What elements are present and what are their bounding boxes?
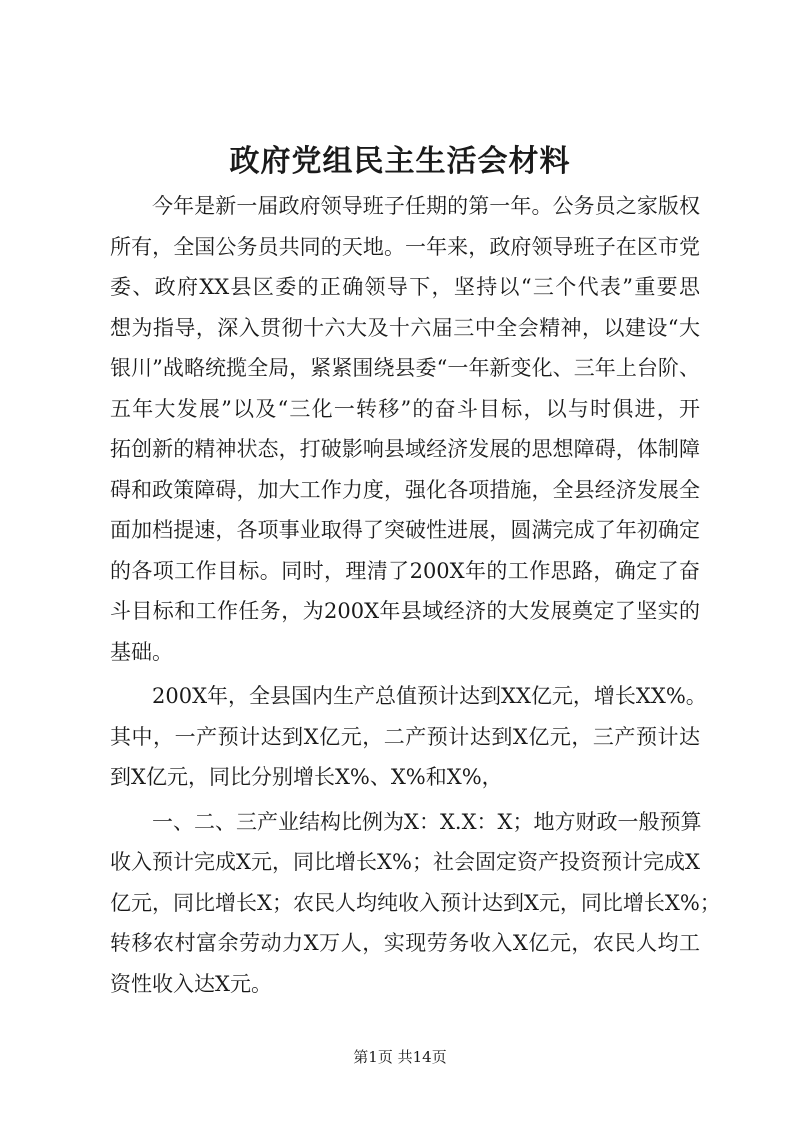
text-line: 今年是新一届政府领导班子任期的第一年。公务员之家版权 [152, 194, 700, 218]
text-line: 其中，一产预计达到X亿元，二产预计达到X亿元，三产预计达 [110, 724, 700, 749]
paragraph-1 [110, 186, 700, 672]
document-body [110, 186, 721, 1004]
page-number: 第1页 共14页 [353, 1048, 447, 1066]
text-line: 到X亿元，同比分别增长X%、X%和X%， [110, 765, 503, 789]
text-line: 所有，全国公务员共同的天地。一年来，政府领导班子在区市党 [110, 234, 700, 259]
text-line: 的各项工作目标。同时，理清了200X年的工作思路，确定了奋 [110, 558, 700, 583]
text-line: 想为指导，深入贯彻十六大及十六届三中全会精神，以建设“大 [110, 315, 700, 340]
text-line: 五年大发展”以及“三化一转移”的奋斗目标，以与时俱进，开 [110, 396, 700, 421]
text-line: 亿元，同比增长X；农民人均纯收入预计达到X元，同比增长X%； [110, 890, 721, 915]
text-line: 转移农村富余劳动力X万人，实现劳务收入X亿元，农民人均工 [110, 931, 700, 955]
text-line: 委、政府XX县区委的正确领导下，坚持以“三个代表”重要思 [110, 275, 700, 299]
text-line: 一、二、三产业结构比例为X：X.X：X；地方财政一般预算 [152, 809, 702, 834]
paragraph-2 [110, 676, 707, 798]
text-line: 资性收入达X元。 [110, 971, 272, 996]
text-line: 200X年，全县国内生产总值预计达到XX亿元，增长XX%。 [152, 684, 707, 708]
paragraph-3 [110, 802, 721, 1005]
document-title: 政府党组民主生活会材料 [229, 144, 571, 179]
text-line: 银川”战略统揽全局，紧紧围绕县委“一年新变化、三年上台阶、 [110, 356, 700, 380]
text-line: 拓创新的精神状态，打破影响县域经济发展的思想障碍，体制障 [110, 437, 700, 461]
text-line: 基础。 [110, 639, 173, 664]
text-line: 收入预计完成X元，同比增长X%；社会固定资产投资预计完成X [110, 850, 700, 874]
text-line: 碍和政策障碍，加大工作力度，强化各项措施，全县经济发展全 [110, 477, 700, 502]
text-line: 面加档提速，各项事业取得了突破性进展，圆满完成了年初确定 [110, 518, 700, 542]
text-line: 斗目标和工作任务，为200X年县域经济的大发展奠定了坚实的 [110, 599, 700, 623]
